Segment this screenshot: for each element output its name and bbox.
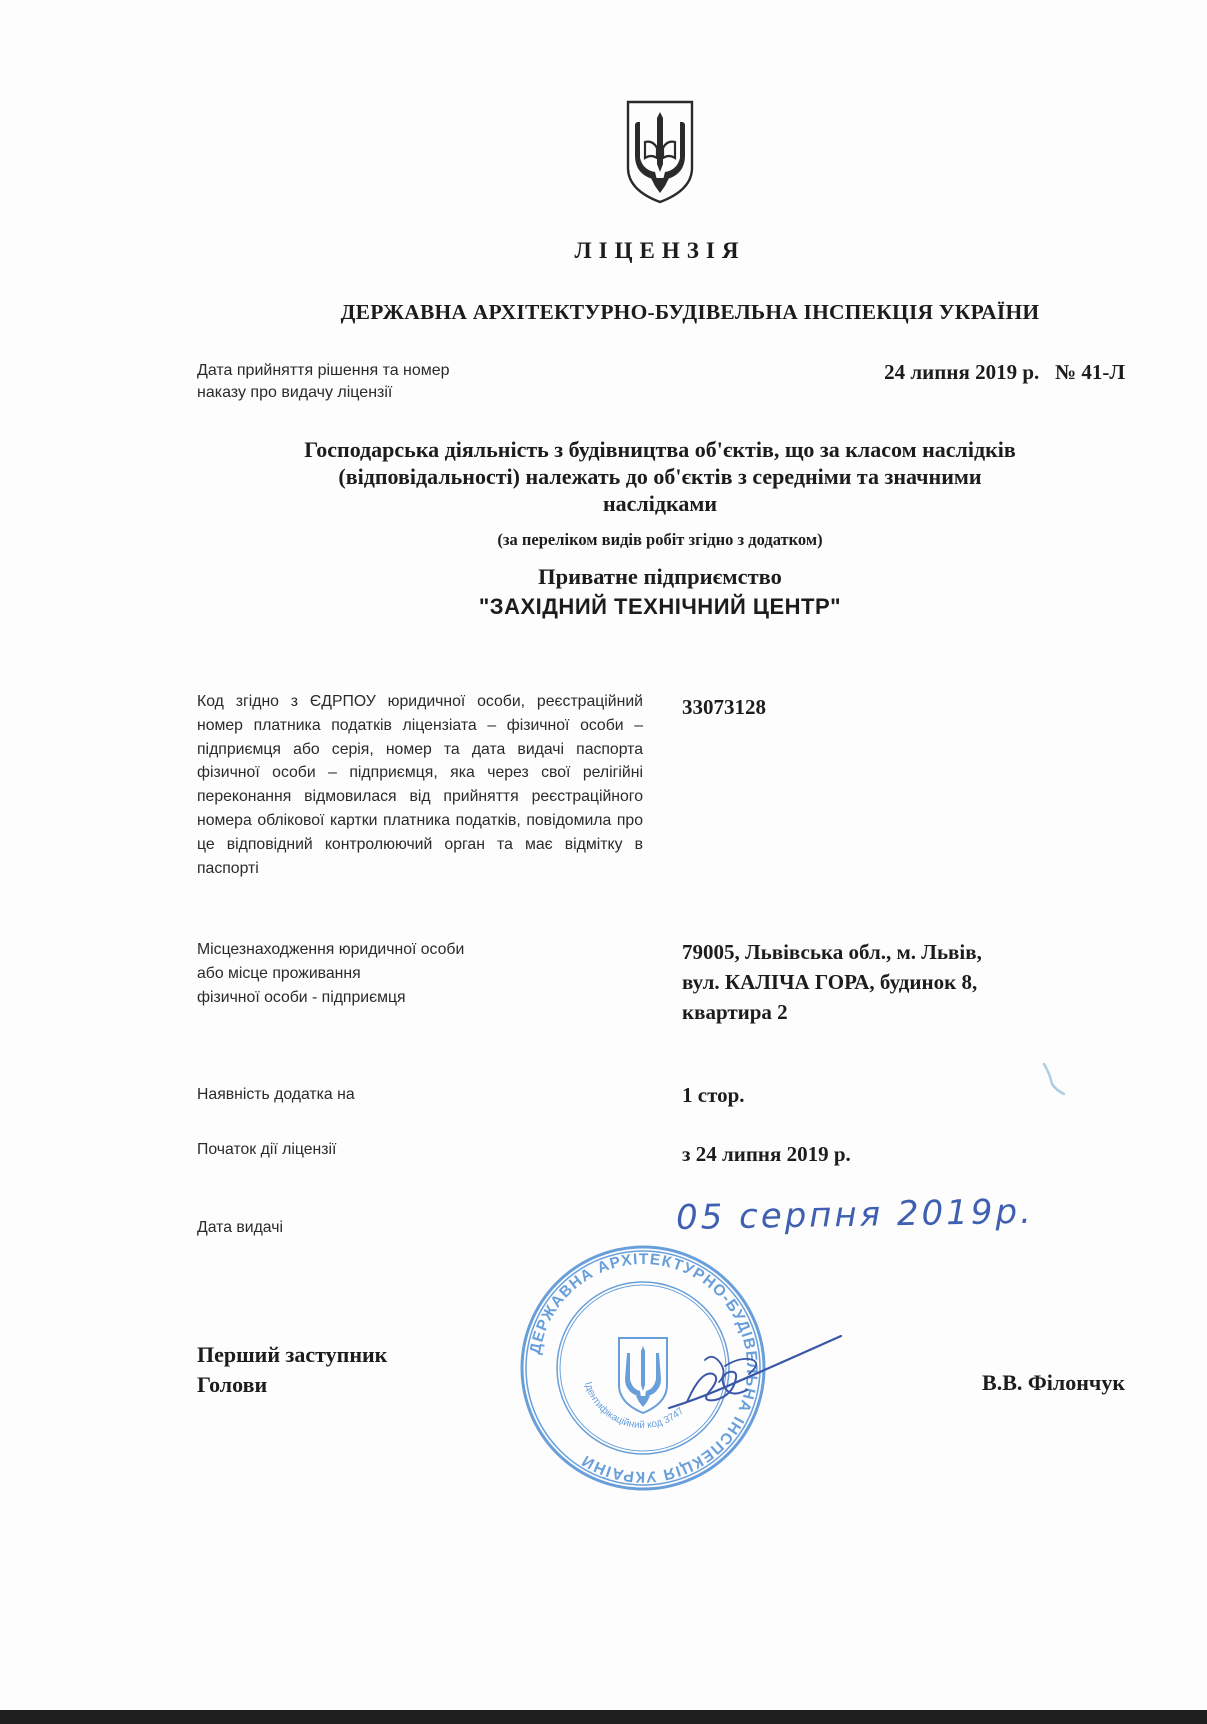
start-label: Початок дії ліцензії [197,1141,337,1158]
address-value-line: вул. КАЛІЧА ГОРА, будинок 8, [682,970,978,994]
issue-date-handwritten: 05 серпня 2019р. [675,1191,1035,1238]
ukraine-trident-emblem-icon [623,98,697,204]
address-label [197,938,557,1010]
activity-line: (відповідальності) належать до об'єктів з середніми та значними [338,464,982,489]
address-label-line: фізичної особи - підприємця [197,989,406,1006]
activity-line: наслідками [602,491,718,516]
address-label-line: або місце проживання [197,965,361,982]
order-label-line: наказу про видачу ліцензії [197,384,393,401]
annex-value: 1 стор. [682,1083,745,1107]
issue-date-label: Дата видачі [197,1219,283,1236]
stamp-emblem-icon [619,1338,667,1413]
annex-label: Наявність додатка на [197,1086,355,1103]
activity-description [190,436,1130,517]
address-value-line: 79005, Львівська обл., м. Львів, [682,940,982,964]
address-value [682,937,1102,1027]
issuing-authority: ДЕРЖАВНА АРХІТЕКТУРНО-БУДІВЕЛЬНА ІНСПЕКЦІЯ УКРАЇНИ [340,300,1040,324]
ink-smudge [1040,1060,1070,1100]
address-label-line: Місцезнаходження юридичної особи [197,941,465,958]
stamp-outer-text: ДЕРЖАВНА АРХІТЕКТУРНО-БУДІВЕЛЬНА ІНСПЕКЦІЯ УКРАЇНИ [526,1250,761,1486]
licensee-org-name: "ЗАХІДНИЙ ТЕХНІЧНИЙ ЦЕНТР" [478,594,842,619]
signer-title-line: Перший заступник [197,1342,388,1367]
stamp-inner-text: Ідентифікаційний код 3747 [581,1380,687,1432]
code-value: 33073128 [682,695,766,719]
signer-title-line: Голови [197,1372,268,1397]
bottom-bar [0,1710,1207,1724]
licensee-org-type: Приватне підприємство [538,564,782,589]
order-date-number: 24 липня 2019 р. № 41-Л [884,360,1125,384]
signer-name: В.В. Філончук [982,1370,1125,1395]
code-label: Код згідно з ЄДРПОУ юридичної особи, реєстраційний номер платника податків ліцензіата – фізичної особи – підприємця або серія, номер та дата видачі паспорта фізичної особи – підприємця, яка через свої релігійні переконання відмовилася від прийняття реєстраційного номера облікової картки платника податків, повідомила про це відповідний контролюючий орган та має відмітку в паспорті [197,693,643,877]
order-label [197,360,517,404]
order-label-line: Дата прийняття рішення та номер [197,362,450,379]
signer-title [197,1340,497,1400]
address-value-line: квартира 2 [682,1000,788,1024]
works-note: (за переліком видів робіт згідно з додатком) [497,530,823,549]
start-value: з 24 липня 2019 р. [682,1142,851,1166]
document-title: ЛІЦЕНЗІЯ [574,238,746,263]
activity-line: Господарська діяльність з будівництва об'єктів, що за класом наслідків [304,437,1016,462]
